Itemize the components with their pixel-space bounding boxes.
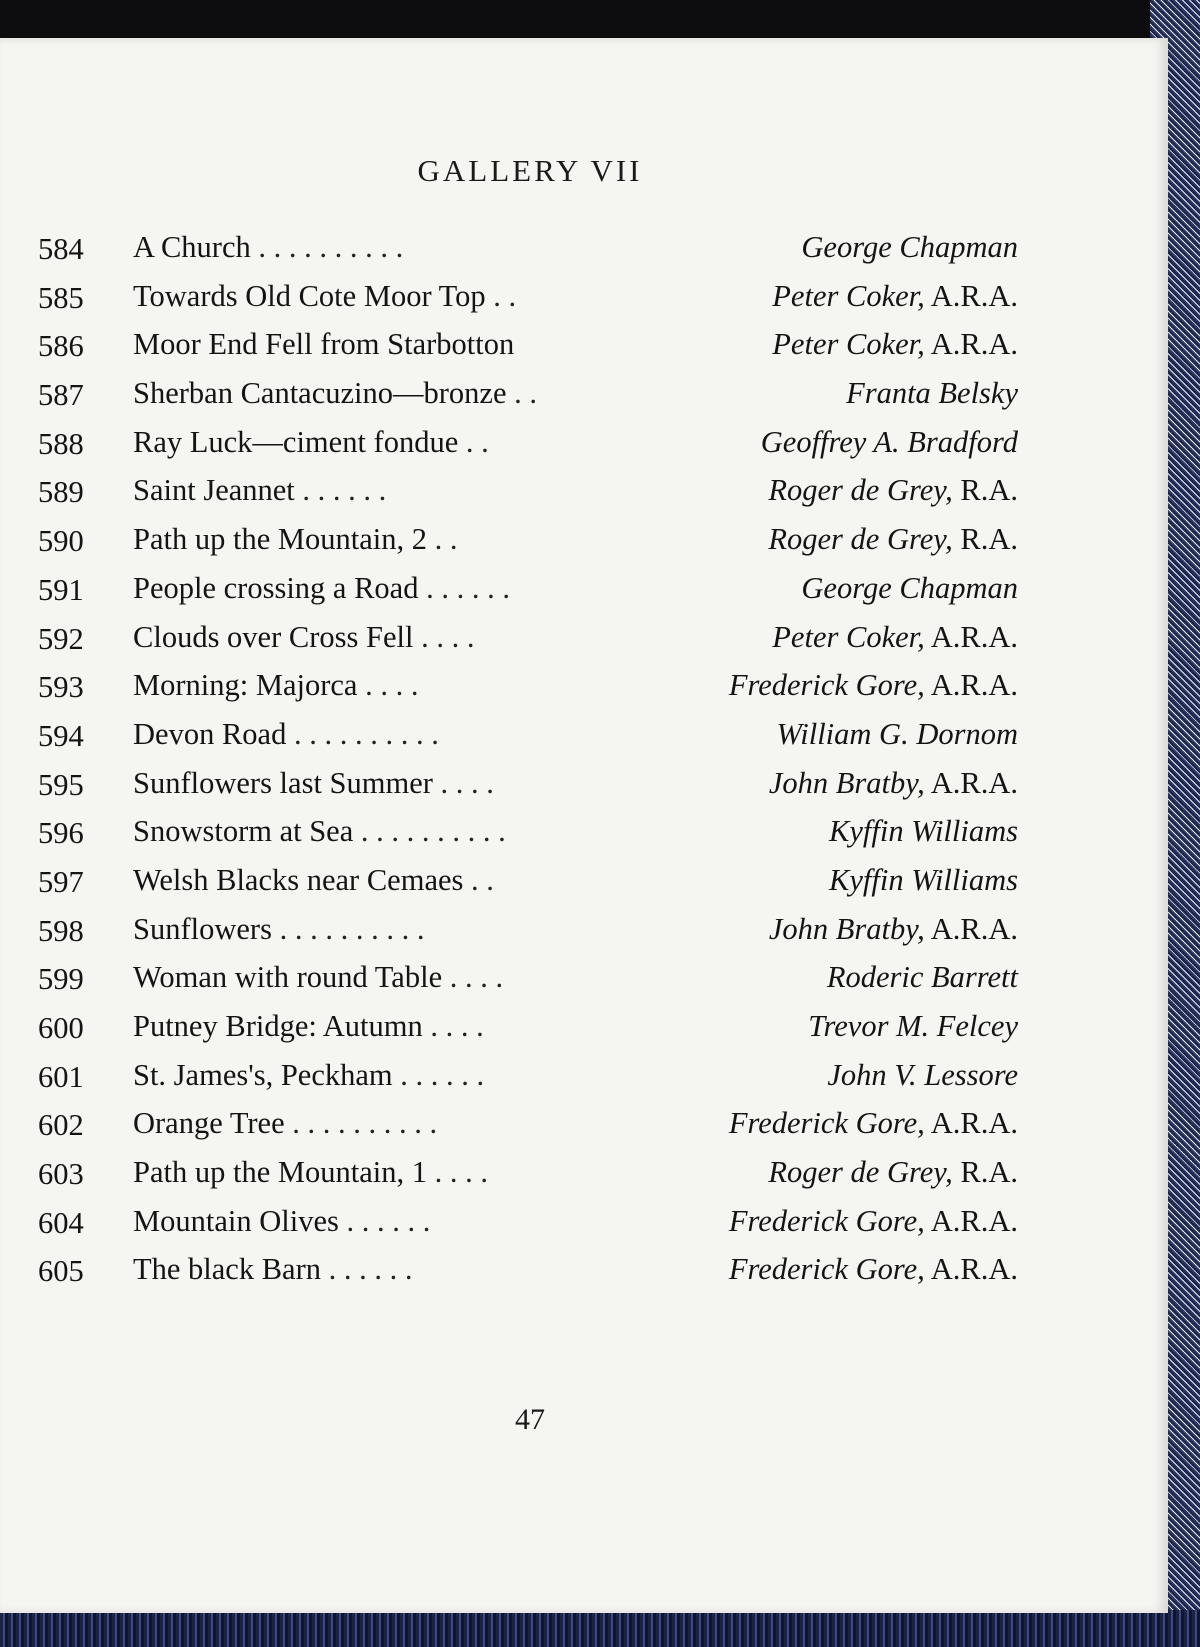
catalogue-entry — [38, 515, 1018, 564]
artist-name: John V. Lessore — [827, 1057, 1018, 1092]
entry-number: 601 — [38, 1059, 84, 1094]
entry-title — [133, 1148, 488, 1196]
entry-title-text: Putney Bridge: Autumn — [133, 1009, 423, 1043]
artist-name: Roger de Grey, — [768, 522, 953, 557]
entry-title — [133, 564, 510, 612]
catalogue-entry — [38, 807, 1018, 856]
entry-title — [133, 223, 403, 271]
catalogue-entry — [38, 856, 1018, 905]
entry-title — [133, 466, 386, 514]
leader-dots: . . . . — [421, 619, 475, 654]
artist-name: Frederick Gore, — [728, 1252, 925, 1287]
entry-artist — [827, 1051, 1018, 1099]
entry-artist — [829, 856, 1018, 904]
catalogue-entry — [38, 1197, 1018, 1246]
catalogue-entry — [38, 466, 1018, 515]
artist-name: George Chapman — [801, 230, 1018, 264]
entry-title-text: Morning: Majorca — [133, 668, 358, 703]
entry-title — [133, 1051, 484, 1099]
entry-artist — [801, 564, 1018, 612]
entry-title — [133, 1245, 413, 1293]
entry-number: 593 — [38, 670, 84, 705]
entry-title — [133, 953, 503, 1001]
entry-title-text: St. James's, Peckham — [133, 1057, 393, 1092]
artist-honour: A.R.A. — [930, 619, 1018, 654]
artist-name: George Chapman — [801, 570, 1018, 605]
artist-honour: R.A. — [960, 1155, 1018, 1190]
entry-artist — [729, 1245, 1018, 1293]
catalogue-entry — [38, 1051, 1018, 1100]
entry-artist — [827, 953, 1018, 1001]
entry-number: 589 — [38, 475, 84, 510]
entry-number: 602 — [38, 1108, 84, 1143]
entry-number: 584 — [38, 232, 84, 266]
catalogue-entry — [38, 272, 1018, 321]
artist-name: Peter Coker, — [772, 278, 925, 313]
leader-dots: . . . . . . — [302, 473, 387, 508]
entry-number: 592 — [38, 621, 84, 656]
entry-title — [133, 1099, 437, 1147]
entry-title — [133, 515, 457, 563]
entry-number: 604 — [38, 1205, 84, 1240]
catalogue-entry — [38, 1002, 1018, 1051]
entry-title-text: Snowstorm at Sea — [133, 814, 354, 849]
entry-artist — [768, 515, 1018, 563]
entry-artist — [761, 418, 1018, 466]
leader-dots: . . . . . . . . . . — [292, 1106, 438, 1141]
artist-name: Peter Coker, — [772, 619, 925, 654]
artist-honour: A.R.A. — [930, 668, 1018, 703]
entry-number: 603 — [38, 1157, 84, 1192]
leader-dots: . . . . — [440, 765, 494, 800]
catalogue-entry — [38, 320, 1018, 369]
catalogue-entry — [38, 905, 1018, 954]
entry-artist — [768, 1148, 1018, 1196]
leader-dots: . . . . . . — [328, 1252, 413, 1287]
artist-honour: A.R.A. — [930, 765, 1018, 800]
artist-name: Frederick Gore, — [728, 1106, 925, 1141]
artist-name: Roderic Barrett — [826, 960, 1018, 995]
catalogue-entry — [38, 710, 1018, 759]
entry-artist — [729, 1099, 1018, 1147]
catalogue-entry — [38, 661, 1018, 710]
leader-dots: . . . . . . — [400, 1057, 485, 1092]
entry-title-text: Devon Road — [133, 716, 287, 751]
leader-dots: . . . . — [449, 960, 504, 995]
entry-number: 585 — [38, 280, 84, 315]
entry-title-text: Clouds over Cross Fell — [133, 619, 414, 654]
artist-name: Roger de Grey, — [768, 1155, 953, 1190]
entry-title-text: Welsh Blacks near Cemaes — [133, 862, 464, 897]
entry-title — [133, 856, 494, 904]
entry-title-text: Path up the Mountain, 2 — [133, 522, 427, 557]
artist-honour: A.R.A. — [930, 278, 1018, 313]
entry-title-text: Towards Old Cote Moor Top — [133, 278, 486, 313]
entry-title-text: The black Barn — [133, 1252, 322, 1287]
catalogue-entry — [38, 1099, 1018, 1148]
artist-honour: A.R.A. — [930, 1106, 1018, 1141]
leader-dots: . . . . . . — [346, 1203, 431, 1238]
leader-dots: . . — [465, 424, 489, 459]
entry-title-text: A Church — [133, 230, 251, 264]
artist-name: John Bratby, — [768, 911, 925, 946]
artist-name: John Bratby, — [768, 765, 925, 800]
book-bottom-edge — [0, 1610, 1200, 1647]
entry-title — [133, 905, 424, 953]
catalogue-entry — [38, 369, 1018, 418]
entry-artist — [769, 905, 1018, 953]
entry-number: 598 — [38, 913, 84, 948]
leader-dots: . . — [493, 278, 517, 313]
entry-number: 591 — [38, 572, 84, 607]
artist-name: Kyffin Williams — [829, 862, 1018, 897]
leader-dots: . . . . . . . . . . — [279, 911, 425, 946]
entry-artist — [768, 466, 1018, 514]
catalogue-entry — [38, 564, 1018, 613]
artist-honour: A.R.A. — [930, 911, 1018, 946]
artist-honour: A.R.A. — [930, 1203, 1018, 1238]
entry-number: 605 — [38, 1254, 84, 1289]
entry-title — [133, 320, 514, 368]
entry-number: 587 — [38, 378, 84, 413]
entry-title-text: Saint Jeannet — [133, 473, 295, 508]
catalogue-entry — [38, 1148, 1018, 1197]
entry-artist — [829, 807, 1018, 855]
page-number: 47 — [515, 1403, 545, 1436]
entry-number: 595 — [38, 767, 84, 802]
entry-number: 600 — [38, 1011, 84, 1045]
entry-artist — [846, 369, 1018, 417]
artist-name: Peter Coker, — [772, 327, 925, 362]
leader-dots: . . — [514, 376, 537, 411]
entry-title — [133, 272, 516, 320]
entry-title-text: Mountain Olives — [133, 1203, 339, 1238]
artist-name: Roger de Grey, — [768, 473, 953, 508]
entry-title-text: Ray Luck—ciment fondue — [133, 424, 459, 459]
entry-artist — [729, 1197, 1018, 1245]
artist-name: Franta Belsky — [846, 376, 1018, 411]
entry-title — [133, 418, 489, 466]
leader-dots: . . — [471, 862, 494, 897]
entry-artist — [808, 1002, 1018, 1050]
catalogue-list — [38, 223, 1018, 1294]
entry-title-text: People crossing a Road — [133, 570, 419, 605]
artist-name: Trevor M. Felcey — [808, 1009, 1018, 1043]
artist-honour: R.A. — [960, 473, 1018, 508]
entry-title-text: Orange Tree — [133, 1106, 285, 1141]
entry-number: 588 — [38, 426, 84, 461]
leader-dots: . . . . . . . . . . — [258, 230, 404, 264]
entry-title — [133, 759, 494, 807]
entry-title — [133, 661, 418, 709]
page-heading: GALLERY VII — [417, 153, 643, 188]
leader-dots: . . — [434, 522, 458, 557]
entry-title-text: Path up the Mountain, 1 — [133, 1155, 427, 1190]
catalogue-entry — [38, 223, 1018, 272]
leader-dots: . . . . — [365, 668, 419, 703]
entry-title-text: Sunflowers — [133, 911, 272, 946]
artist-honour: R.A. — [960, 522, 1018, 557]
catalogue-entry — [38, 613, 1018, 662]
entry-number: 597 — [38, 864, 84, 899]
leader-dots: . . . . . . — [426, 570, 510, 605]
artist-name: Frederick Gore, — [728, 1203, 925, 1238]
entry-title-text: Sunflowers last Summer — [133, 765, 433, 800]
artist-name: Frederick Gore, — [728, 668, 925, 703]
entry-title — [133, 613, 474, 661]
entry-artist — [777, 710, 1018, 758]
artist-name: Kyffin Williams — [829, 814, 1018, 849]
catalogue-entry — [38, 418, 1018, 467]
artist-name: Geoffrey A. Bradford — [760, 424, 1018, 459]
entry-title — [133, 1197, 430, 1245]
entry-title — [133, 369, 537, 417]
catalogue-entry — [38, 759, 1018, 808]
entry-title — [133, 807, 506, 855]
catalogue-entry — [38, 953, 1018, 1002]
entry-number: 586 — [38, 329, 84, 364]
artist-honour: A.R.A. — [930, 327, 1018, 362]
leader-dots: . . . . — [434, 1155, 488, 1190]
leader-dots: . . . . . . . . . . — [360, 814, 506, 849]
entry-number: 596 — [38, 816, 84, 851]
entry-title — [133, 710, 439, 758]
artist-honour: A.R.A. — [930, 1252, 1018, 1287]
entry-artist — [772, 613, 1018, 661]
entry-title-text: Moor End Fell from Starbotton — [133, 327, 515, 362]
book-page — [0, 38, 1168, 1613]
leader-dots: . . . . — [430, 1009, 484, 1043]
entry-title — [133, 1002, 484, 1050]
entry-number: 594 — [38, 718, 84, 753]
catalogue-entry — [38, 1245, 1018, 1294]
entry-title-text: Sherban Cantacuzino—bronze — [133, 376, 507, 411]
entry-artist — [769, 759, 1018, 807]
entry-artist — [772, 320, 1018, 368]
entry-title-text: Woman with round Table — [133, 960, 443, 995]
entry-artist — [801, 223, 1018, 271]
entry-artist — [772, 272, 1018, 320]
artist-name: William G. Dornom — [776, 716, 1018, 751]
leader-dots: . . . . . . . . . . — [293, 716, 439, 751]
entry-artist — [729, 661, 1018, 709]
entry-number: 599 — [38, 962, 84, 997]
entry-number: 590 — [38, 524, 84, 559]
